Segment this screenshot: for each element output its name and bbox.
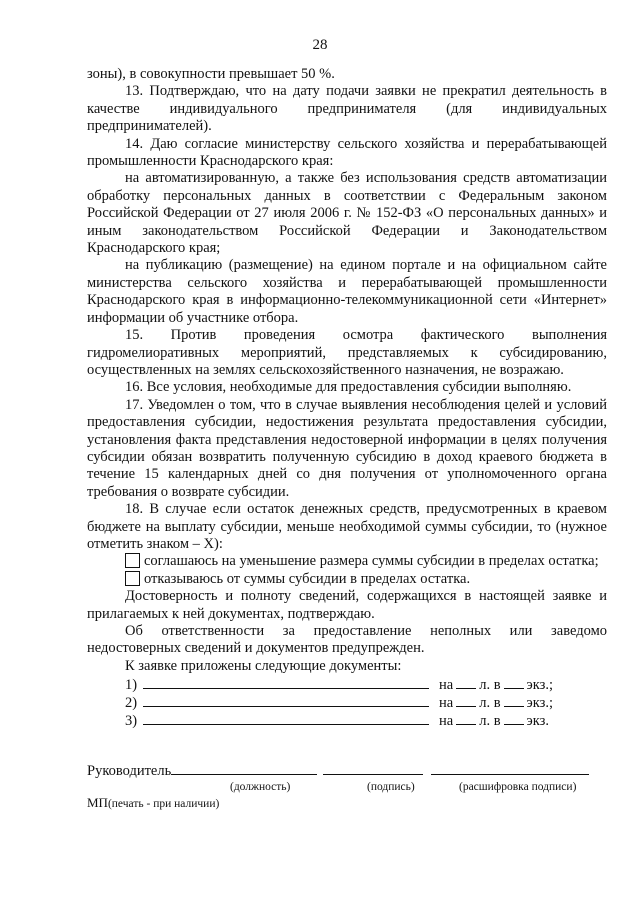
position-caption: (должность) [230, 781, 291, 793]
position-field[interactable] [171, 761, 317, 775]
option-refuse[interactable] [87, 571, 607, 588]
option-agree-label: соглашаюсь на уменьшение размера суммы субсидии в пределах остатка; [144, 553, 599, 570]
document-pages-info: на л. в экз.; [439, 695, 554, 712]
document-name-field[interactable] [143, 711, 429, 725]
paragraph-reliability: Достоверность и полноту сведений, содержащихся в настоящей заявке и прилагаемых к ней документах, подтверждаю. [87, 588, 607, 622]
paragraph-18: 18. В случае если остаток денежных средств, предусмотренных в краевом бюджете на выплату субсидии, меньше необходимой суммы субсидии, то (нужное отметить знаком – X): [87, 501, 607, 552]
paragraph-14-publication: на публикацию (размещение) на едином портале и на официальном сайте министерства сельского хозяйства и перерабатывающей промышленности Краснодарского края в информационно-телекоммуникационной сети «Интернет» информации об участнике отбора. [87, 257, 607, 326]
document-number: 1) [125, 677, 138, 694]
signature-field[interactable] [323, 761, 423, 775]
document-line [87, 711, 607, 729]
copies-field[interactable] [504, 675, 524, 689]
option-agree[interactable] [87, 553, 607, 570]
document-name-field[interactable] [143, 675, 429, 689]
document-pages-info: на л. в экз. [439, 713, 549, 730]
document-line [87, 675, 607, 693]
decoding-caption: (расшифровка подписи) [459, 781, 577, 793]
document-pages-info: на л. в экз.; [439, 677, 554, 694]
paragraph-continuation: зоны), в совокупности превышает 50 %. [87, 66, 335, 82]
document-name-field[interactable] [143, 693, 429, 707]
paragraph-16: 16. Все условия, необходимые для предоставления субсидии выполняю. [125, 379, 572, 396]
signature-line [87, 761, 607, 780]
agree-checkbox[interactable] [125, 553, 140, 568]
sheets-field[interactable] [456, 693, 476, 707]
document-number: 3) [125, 713, 138, 730]
refuse-checkbox[interactable] [125, 571, 140, 586]
document-number: 2) [125, 695, 138, 712]
head-label: Руководитель [87, 763, 172, 779]
sign-caption: (подпись) [367, 781, 415, 793]
stamp-label: МП [87, 795, 108, 810]
paragraph-15: 15. Против проведения осмотра фактического выполнения гидромелиоративных мероприятий, представляемых к субсидированию, осуществленных на землях сельскохозяйственного назначения, не возражаю. [87, 327, 607, 378]
document-body [87, 66, 607, 729]
page-number: 28 [312, 37, 328, 53]
copies-field[interactable] [504, 711, 524, 725]
document-line [87, 693, 607, 711]
sheets-field[interactable] [456, 711, 476, 725]
decoding-field[interactable] [431, 761, 589, 775]
option-refuse-label: отказываюсь от суммы субсидии в пределах остатка. [144, 570, 471, 587]
copies-field[interactable] [504, 693, 524, 707]
sheets-field[interactable] [456, 675, 476, 689]
paragraph-13: 13. Подтверждаю, что на дату подачи заявки не прекратил деятельность в качестве индивидуального предпринимателя (для индивидуальных предпринимателей). [87, 83, 607, 135]
paragraph-17: 17. Уведомлен о том, что в случае выявления несоблюдения целей и условий предоставления субсидии, недостижения результата предоставления субсидии, установления факта представления недостоверной информации в целях получения субсидии обязан возвратить полученную субсидию в доход краевого бюджета в течение 15 календарных дней со дня получения от уполномоченного органа требования о возврате субсидии. [87, 396, 607, 500]
paragraph-14-processing: на автоматизированную, а также без использования средств автоматизации обработку персональных данных в соответствии с Федеральным законом Российской Федерации от 27 июля 2006 г. № 152-ФЗ «О персональных данных» и иным законодательством Российской Федерации и Законодательством Краснодарского края; [87, 170, 607, 257]
paragraph-14: 14. Даю согласие министерству сельского хозяйства и перерабатывающей промышленности Краснодарского края: [87, 135, 607, 170]
stamp-note [87, 795, 219, 811]
stamp-note-text: (печать - при наличии) [107, 798, 220, 810]
paragraph-attachments: К заявке приложены следующие документы: [125, 657, 402, 674]
signature-block [87, 761, 607, 797]
paragraph-responsibility: Об ответственности за предоставление неполных или заведомо недостоверных сведений и документов предупрежден. [87, 623, 607, 657]
